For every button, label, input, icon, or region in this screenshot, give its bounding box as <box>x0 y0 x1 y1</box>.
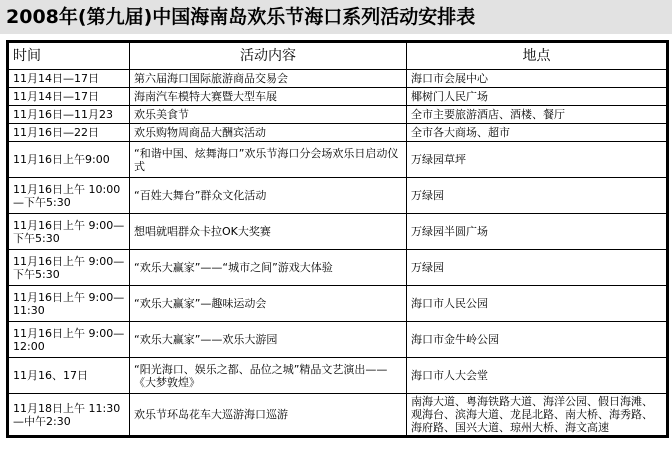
cell-place: 万绿园草坪 <box>407 142 668 178</box>
table-row <box>8 88 668 106</box>
cell-content: “欢乐大赢家”—趣味运动会 <box>130 286 407 322</box>
cell-place: 万绿园 <box>407 250 668 286</box>
cell-content: “欢乐大赢家”——“城市之间”游戏大体验 <box>130 250 407 286</box>
table-header-row <box>8 42 668 70</box>
cell-time: 11月16日上午 9:00—12:00 <box>8 322 130 358</box>
table-row <box>8 358 668 394</box>
table-row <box>8 322 668 358</box>
table-row <box>8 124 668 142</box>
table-row <box>8 178 668 214</box>
header-time: 时间 <box>8 42 130 70</box>
cell-content: 想唱就唱群众卡拉OK大奖赛 <box>130 214 407 250</box>
cell-content: “阳光海口、娱乐之都、品位之城”精品文艺演出——《大梦敦煌》 <box>130 358 407 394</box>
cell-place: 全市主要旅游酒店、酒楼、餐厅 <box>407 106 668 124</box>
cell-place: 海口市金牛岭公园 <box>407 322 668 358</box>
table-row <box>8 394 668 437</box>
cell-place: 全市各大商场、超市 <box>407 124 668 142</box>
cell-place: 万绿园半圆广场 <box>407 214 668 250</box>
table-row <box>8 70 668 88</box>
cell-place: 万绿园 <box>407 178 668 214</box>
cell-time: 11月16日—11月23 <box>8 106 130 124</box>
header-content: 活动内容 <box>130 42 407 70</box>
cell-content: “百姓大舞台”群众文化活动 <box>130 178 407 214</box>
cell-time: 11月18日上午 11:30—中午2:30 <box>8 394 130 437</box>
page-title: 2008年(第九届)中国海南岛欢乐节海口系列活动安排表 <box>0 0 672 34</box>
cell-time: 11月16日上午 9:00—下午5:30 <box>8 214 130 250</box>
schedule-table <box>6 40 669 438</box>
cell-place: 海口市会展中心 <box>407 70 668 88</box>
cell-content: 欢乐美食节 <box>130 106 407 124</box>
cell-content: 海南汽车模特大赛暨大型车展 <box>130 88 407 106</box>
table-row <box>8 286 668 322</box>
table-row <box>8 142 668 178</box>
table-row <box>8 214 668 250</box>
cell-time: 11月16日—22日 <box>8 124 130 142</box>
cell-time: 11月16日上午9:00 <box>8 142 130 178</box>
cell-content: 第六届海口国际旅游商品交易会 <box>130 70 407 88</box>
cell-time: 11月16日上午 10:00—下午5:30 <box>8 178 130 214</box>
header-place: 地点 <box>407 42 668 70</box>
table-row <box>8 250 668 286</box>
table-row <box>8 106 668 124</box>
cell-place: 椰树门人民广场 <box>407 88 668 106</box>
cell-content: “欢乐大赢家”——欢乐大游园 <box>130 322 407 358</box>
cell-content: 欢乐购物周商品大酬宾活动 <box>130 124 407 142</box>
cell-time: 11月16、17日 <box>8 358 130 394</box>
cell-place: 海口市人大会堂 <box>407 358 668 394</box>
cell-time: 11月14日—17日 <box>8 70 130 88</box>
cell-place: 南海大道、粤海铁路大道、海洋公园、假日海滩、观海台、滨海大道、龙昆北路、南大桥、海秀路、海府路、国兴大道、琼州大桥、海文高速 <box>407 394 668 437</box>
cell-time: 11月16日上午 9:00—11:30 <box>8 286 130 322</box>
cell-time: 11月16日上午 9:00—下午5:30 <box>8 250 130 286</box>
cell-place: 海口市人民公园 <box>407 286 668 322</box>
cell-time: 11月14日—17日 <box>8 88 130 106</box>
cell-content: 欢乐节环岛花车大巡游海口巡游 <box>130 394 407 437</box>
cell-content: “和谐中国、炫舞海口”欢乐节海口分会场欢乐日启动仪式 <box>130 142 407 178</box>
